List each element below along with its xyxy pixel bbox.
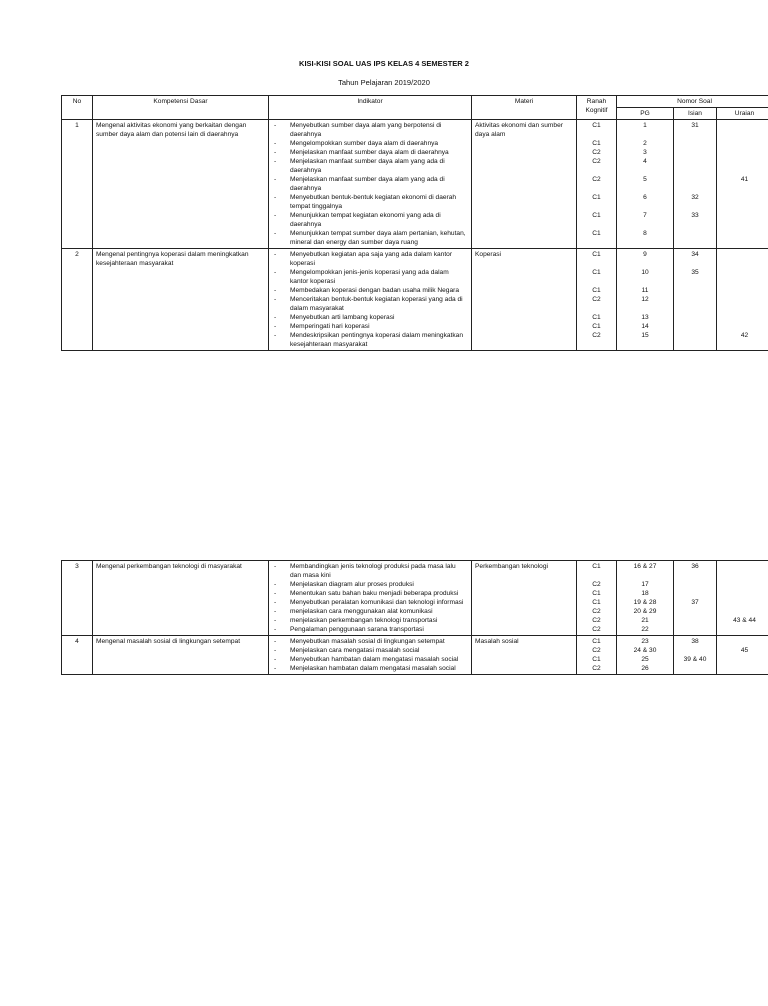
indikator-item: - Menunjukkan tempat kegiatan ekonomi yang ada di daerahnya [272,211,468,229]
pg-value: 16 & 27 [633,563,657,570]
row-number: 1 [62,120,93,249]
indikator-item: - Menjelaskan manfaat sumber daya alam yang ada di daerahnya [272,157,468,175]
pg-value: 23 [641,638,649,645]
isian-value: 39 & 40 [683,656,707,663]
ranah-value: C1 [592,269,601,276]
uraian-value: 45 [740,647,749,654]
uraian-cell [717,249,768,351]
ranah-value: C1 [592,251,601,258]
indikator-list-cell [269,120,472,249]
ranah-value: C2 [592,647,601,654]
uraian-value [720,139,768,148]
uraian-value [720,148,768,157]
indikator-item: - menjelaskan perkembangan teknologi transportasi [272,616,468,625]
isian-value [677,157,713,175]
uraian-value [720,268,768,286]
uraian-value [720,625,768,634]
indikator-list-cell [269,636,472,675]
ranah-cell [577,561,617,636]
uraian-value [720,193,768,211]
uraian-value [720,295,768,313]
materi: Perkembangan teknologi [472,561,577,636]
isian-cell [674,636,717,675]
pg-value: 22 [641,626,649,633]
indikator-item: - Menunjukkan tempat sumber daya alam pertanian, kehutan, mineral dan energy dan sumber daya ruang [272,229,468,247]
indikator-list [272,637,468,673]
isian-value: 35 [691,269,699,276]
ranah-cell [577,249,617,351]
isian-value [677,331,713,349]
kompetensi-dasar: Mengenal pentingnya koperasi dalam meningkatkan kesejahteraan masyarakat [93,249,269,351]
header-nomor-soal: Nomor Soal [617,96,768,108]
isian-value [677,295,713,313]
table-row [62,636,768,675]
isian-value [677,607,713,616]
row-number: 3 [62,561,93,636]
indikator-list [272,121,468,247]
uraian-value [720,322,768,331]
uraian-value [720,286,768,295]
isian-value [677,589,713,598]
indikator-list [272,562,468,634]
ranah-value: C2 [592,149,601,156]
uraian-value [720,580,768,589]
materi: Koperasi [472,249,577,351]
indikator-item: - Membandingkan jenis teknologi produksi pada masa lalu dan masa kini [272,562,468,580]
uraian-value [720,211,768,229]
header-indikator: Indikator [269,96,472,120]
uraian-value [720,607,768,616]
pg-value: 18 [641,590,649,597]
pg-value: 26 [641,665,649,672]
pg-value: 2 [643,140,647,147]
pg-value: 4 [643,158,647,165]
uraian-value [720,229,768,247]
indikator-item: - Menjelaskan manfaat sumber daya alam yang ada di daerahnya [272,175,468,193]
ranah-value: C1 [592,194,601,201]
indikator-item: - Menyebutkan masalah sosial di lingkungan setempat [272,637,468,646]
uraian-value: 43 & 44 [733,617,756,624]
ranah-value: C2 [592,617,601,624]
ranah-value: C1 [592,212,601,219]
ranah-value: C1 [592,590,601,597]
pg-value: 9 [643,251,647,258]
uraian-value [720,562,768,580]
pg-value: 21 [641,617,649,624]
indikator-list-cell [269,249,472,351]
ranah-cell [577,120,617,249]
isian-cell [674,249,717,351]
header-no: No [62,96,93,120]
indikator-item: - Menyebutkan hambatan dalam mengatasi masalah social [272,655,468,664]
uraian-value: 41 [740,176,749,183]
pg-value: 1 [643,122,647,129]
ranah-value: C2 [592,608,601,615]
isian-value [677,139,713,148]
isian-cell [674,120,717,249]
pg-cell [617,120,674,249]
indikator-item: - Menjelaskan manfaat sumber daya alam di daerahnya [272,148,468,157]
ranah-value: C1 [592,287,601,294]
isian-value [677,625,713,634]
ranah-value: C2 [592,332,601,339]
indikator-item: - Menjelaskan hambatan dalam mengatasi masalah social [272,664,468,673]
isian-value: 32 [691,194,699,201]
pg-value: 5 [643,176,647,183]
isian-value [677,616,713,625]
materi: Masalah sosial [472,636,577,675]
uraian-value [720,250,768,268]
indikator-item: - Membedakan koperasi dengan badan usaha milik Negara [272,286,468,295]
header-isian: Isian [674,108,717,120]
document-subtitle: Tahun Pelajaran 2019/2020 [338,78,430,87]
ranah-value: C1 [592,599,601,606]
ranah-value: C2 [592,296,601,303]
row-number: 4 [62,636,93,675]
indikator-list [272,250,468,349]
uraian-value [720,664,768,673]
indikator-item: - Menjelaskan cara mengatasi masalah social [272,646,468,655]
header-pg: PG [617,108,674,120]
header-materi: Materi [472,96,577,120]
isian-value [677,175,713,193]
indikator-item: - Menyebutkan arti lambang koperasi [272,313,468,322]
pg-cell [617,561,674,636]
ranah-value: C1 [592,638,601,645]
header-uraian: Uraian [717,108,768,120]
pg-value: 14 [641,323,649,330]
isian-value [677,646,713,655]
indikator-item: - Mengelompokkan sumber daya alam di daerahnya [272,139,468,148]
isian-value: 38 [691,638,699,645]
indikator-item: - Mengelompokkan jenis-jenis koperasi yang ada dalam kantor koperasi [272,268,468,286]
indikator-list-cell [269,561,472,636]
isian-value [677,229,713,247]
ranah-value: C2 [592,665,601,672]
table-row [62,249,768,351]
indikator-item: - Menceritakan bentuk-bentuk kegiatan koperasi yang ada di dalam masyarakat [272,295,468,313]
uraian-cell [717,561,768,636]
uraian-cell [717,120,768,249]
ranah-value: C2 [592,158,601,165]
isian-value: 36 [691,563,699,570]
pg-value: 13 [641,314,649,321]
pg-cell [617,636,674,675]
pg-value: 15 [641,332,649,339]
ranah-value: C2 [592,626,601,633]
ranah-value: C2 [592,581,601,588]
kisi-kisi-table-part-1 [61,95,768,351]
pg-value: 25 [641,656,649,663]
uraian-value [720,157,768,175]
uraian-value [720,589,768,598]
ranah-value: C1 [592,122,601,129]
uraian-cell [717,636,768,675]
isian-value [677,580,713,589]
table-row [62,561,768,636]
kompetensi-dasar: Mengenal masalah sosial di lingkungan setempat [93,636,269,675]
isian-value: 37 [691,599,699,606]
uraian-value [720,598,768,607]
pg-value: 24 & 30 [633,647,657,654]
uraian-value [720,637,768,646]
pg-value: 19 & 28 [633,599,657,606]
pg-value: 10 [641,269,649,276]
indikator-item: - Menyebutkan bentuk-bentuk kegiatan ekonomi di daerah tempat tinggalnya [272,193,468,211]
isian-value: 34 [691,251,699,258]
header-ranah-kognitif: Ranah Kognitif [577,96,617,120]
indikator-item: - Mendeskripsikan pentingnya koperasi dalam meningkatkan kesejahteraan masyarakat [272,331,468,349]
indikator-item: - Memperingati hari koperasi [272,322,468,331]
pg-cell [617,249,674,351]
isian-cell [674,561,717,636]
materi: Aktivitas ekonomi dan sumber daya alam [472,120,577,249]
isian-value [677,313,713,322]
indikator-item: - Menyebutkan kegiatan apa saja yang ada dalam kantor koperasi [272,250,468,268]
isian-value [677,148,713,157]
indikator-item: - Menentukan satu bahan baku menjadi beberapa produksi [272,589,468,598]
ranah-value: C1 [592,656,601,663]
pg-value: 12 [641,296,649,303]
kisi-kisi-table-part-2 [61,560,768,675]
indikator-item: - Menyebutkan sumber daya alam yang berpotensi di daerahnya [272,121,468,139]
pg-value: 20 & 29 [633,608,657,615]
pg-value: 11 [641,287,649,294]
pg-value: 6 [643,194,647,201]
ranah-value: C1 [592,314,601,321]
row-number: 2 [62,249,93,351]
pg-value: 3 [643,149,647,156]
ranah-value: C1 [592,140,601,147]
isian-value [677,664,713,673]
table-row [62,120,768,249]
pg-value: 7 [643,212,647,219]
kompetensi-dasar: Mengenal aktivitas ekonomi yang berkaitan dengan sumber daya alam dan potensi lain di daerahnya [93,120,269,249]
ranah-value: C2 [592,176,601,183]
header-kompetensi-dasar: Kompetensi Dasar [93,96,269,120]
ranah-cell [577,636,617,675]
isian-value: 33 [691,212,699,219]
isian-value [677,286,713,295]
ranah-value: C1 [592,230,601,237]
indikator-item: - Menyebutkan peralatan komunikasi dan teknologi informasi [272,598,468,607]
uraian-value: 42 [740,332,749,339]
uraian-value [720,121,768,139]
pg-value: 8 [643,230,647,237]
indikator-item: - menjelaskan cara menggunakan alat komunikasi [272,607,468,616]
isian-value: 31 [691,122,699,129]
indikator-item: - Menjelaskan diagram alur proses produksi [272,580,468,589]
uraian-value [720,313,768,322]
indikator-item: - Pengalaman penggunaan sarana transportasi [272,625,468,634]
ranah-value: C1 [592,323,601,330]
kompetensi-dasar: Mengenal perkembangan teknologi di masyarakat [93,561,269,636]
document-title: KISI-KISI SOAL UAS IPS KELAS 4 SEMESTER 2 [299,59,469,68]
uraian-value [720,655,768,664]
pg-value: 17 [641,581,649,588]
ranah-value: C1 [592,563,601,570]
isian-value [677,322,713,331]
